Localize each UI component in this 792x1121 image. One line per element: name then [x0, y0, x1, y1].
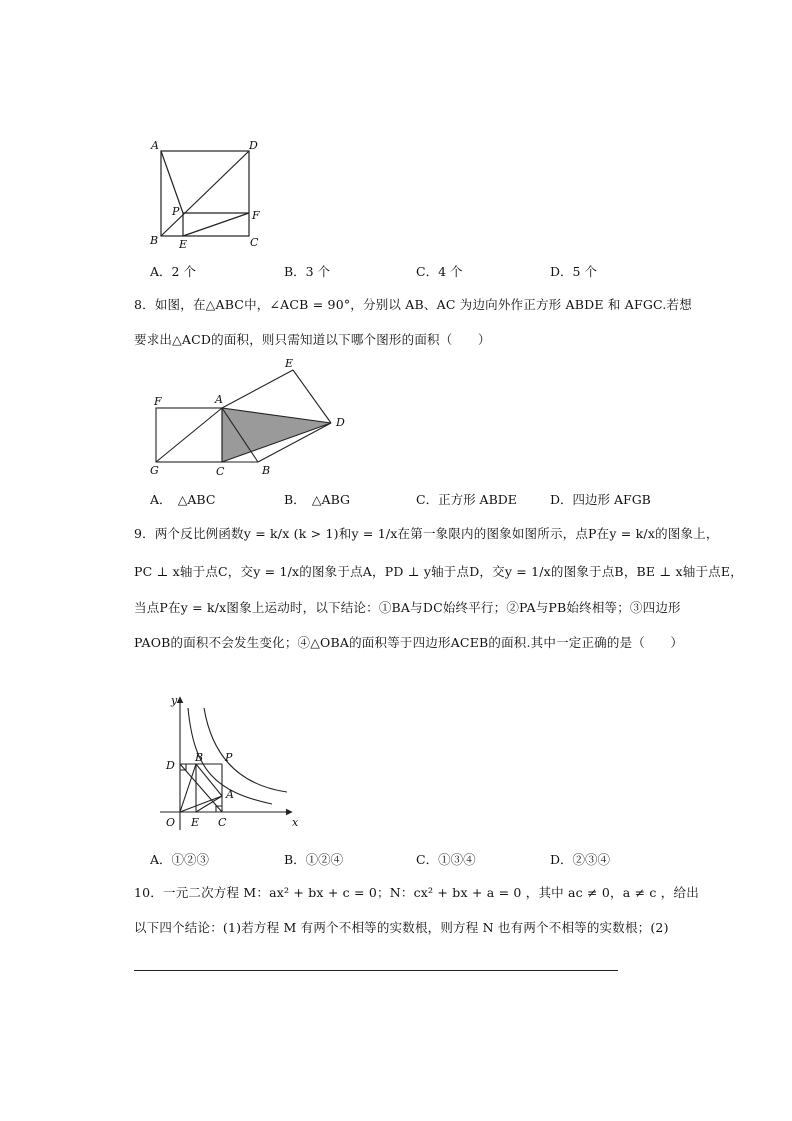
- label-g: G: [150, 464, 159, 477]
- q9-option-c[interactable]: C．①③④: [416, 852, 476, 867]
- q9-stem-line2: PC ⊥ x轴于点C，交y = 1/x的图象于点A，PD ⊥ y轴于点D，交y = 1/x的图象于点B，BE ⊥ x轴于点E，: [134, 564, 743, 579]
- footer-divider: [134, 970, 618, 971]
- segment-ba: [196, 764, 222, 796]
- label-d: D: [166, 759, 175, 772]
- q9-option-d[interactable]: D．②③④: [550, 852, 611, 867]
- q9-stem-line1: 9．两个反比例函数y = k/x (k > 1)和y = 1/x在第一象限内的图象如图所示，点P在y = k/x的图象上，: [134, 526, 719, 541]
- q7-option-d[interactable]: D．5 个: [550, 264, 597, 279]
- label-e: E: [191, 816, 200, 829]
- q8-option-a[interactable]: A． △ABC: [150, 492, 216, 507]
- q7-option-b[interactable]: B．3 个: [284, 264, 331, 279]
- q8-option-b[interactable]: B． △ABG: [284, 492, 350, 507]
- label-c: C: [218, 816, 227, 829]
- label-d: D: [249, 139, 258, 152]
- label-b: B: [195, 751, 204, 764]
- q9-stem-line3: 当点P在y = k/x图象上运动时，以下结论：①BA与DC始终平行；②PA与PB始终相等；③四边形: [134, 600, 681, 615]
- label-y: y: [171, 694, 178, 707]
- label-d: D: [336, 416, 345, 429]
- label-p: P: [225, 751, 233, 764]
- label-a: A: [215, 393, 223, 406]
- label-f: F: [252, 209, 260, 222]
- label-c: C: [216, 465, 225, 478]
- q7-option-c[interactable]: C．4 个: [416, 264, 463, 279]
- label-x: x: [292, 816, 299, 829]
- q9-stem-line4: PAOB的面积不会发生变化；④△OBA的面积等于四边形ACEB的面积.其中一定正确的是（ ）: [134, 635, 684, 650]
- q10-stem-line1: 10．一元二次方程 M：ax² + bx + c = 0；N：cx² + bx + a = 0 ，其中 ac ≠ 0，a ≠ c ，给出: [134, 885, 699, 900]
- q7-option-a[interactable]: A．2 个: [150, 264, 196, 279]
- q8-option-c[interactable]: C．正方形 ABDE: [416, 492, 517, 507]
- label-b: B: [150, 234, 159, 247]
- label-f: F: [154, 395, 162, 408]
- label-a: A: [226, 788, 234, 801]
- label-o: O: [166, 816, 176, 829]
- segment-ob: [180, 764, 196, 812]
- label-p: P: [172, 205, 180, 218]
- curve-y-k-over-x: [204, 708, 287, 792]
- q8-stem-line2: 要求出△ACD的面积，则只需知道以下哪个图形的面积（ ）: [134, 332, 491, 347]
- q10-stem-line2: 以下四个结论：(1)若方程 M 有两个不相等的实数根，则方程 N 也有两个不相等的实数根；(2): [134, 920, 669, 935]
- label-c: C: [250, 236, 259, 249]
- label-a: A: [151, 139, 159, 152]
- q9-option-a[interactable]: A．①②③: [150, 852, 210, 867]
- label-e: E: [285, 357, 294, 370]
- q9-option-b[interactable]: B．①②④: [284, 852, 344, 867]
- q8-stem-line1: 8．如图，在△ABC中，∠ACB = 90°，分别以 AB、AC 为边向外作正方形 ABDE 和 AFGC.若想: [134, 297, 692, 312]
- label-e: E: [179, 238, 188, 251]
- label-b: B: [262, 464, 271, 477]
- q8-option-d[interactable]: D．四边形 AFGB: [550, 492, 651, 507]
